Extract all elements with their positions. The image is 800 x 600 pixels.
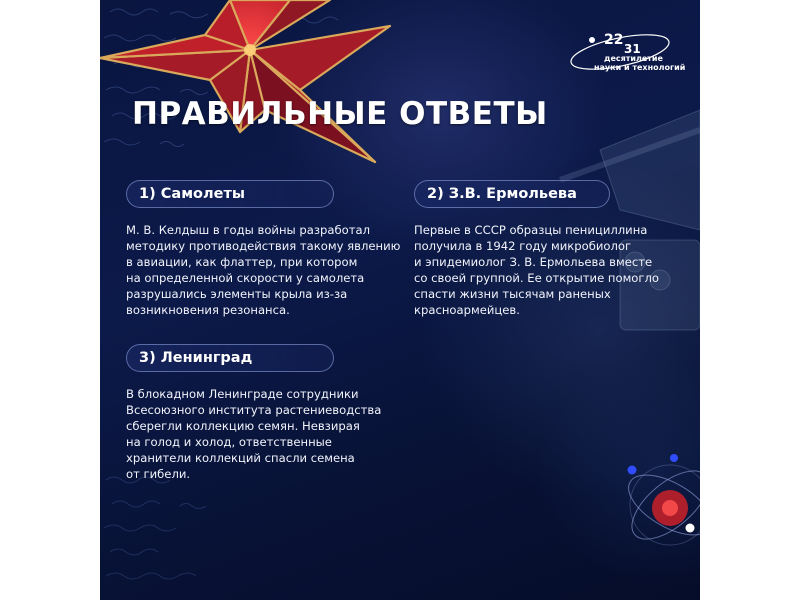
answer-3-heading: 3) Ленинград — [126, 344, 334, 372]
atom-orbit-icon — [600, 430, 700, 600]
answer-1-text: М. В. Келдыш в годы войны разработал методику противодействия такому явлению в авиации, как флаттер, при котором на определенной скорости у самолета разрушались элементы крыла из-за возникновения резонанса. — [126, 223, 401, 317]
poster — [100, 0, 700, 600]
logo-line2: науки и технологий — [594, 63, 686, 72]
handwriting-decor — [100, 470, 270, 600]
logo-year-top: 22 — [604, 32, 624, 48]
answer-1-heading: 1) Самолеты — [126, 180, 334, 208]
decade-of-science-logo — [566, 30, 686, 76]
kremlin-star-icon — [100, 0, 430, 180]
logo-line1: десятилетие — [604, 54, 663, 63]
logo-year-bottom: 31 — [624, 42, 641, 56]
answer-2-heading: 2) З.В. Ермольева — [414, 180, 610, 208]
answer-3-text: В блокадном Ленинграде сотрудники Всесоюзного института растениеводства сберегли коллекцию семян. Невзирая на голод и холод, ответственные хранители коллекций спасли семена от гибели. — [126, 387, 382, 481]
answer-2-text: Первые в СССР образцы пенициллина получила в 1942 году микробиолог и эпидемиолог З. В. Ермольева вместе со своей группой. Ее открытие помогло спасти жизни тысячам раненых красноармейцев. — [414, 223, 659, 317]
page-title: ПРАВИЛЬНЫЕ ОТВЕТЫ — [132, 96, 548, 132]
